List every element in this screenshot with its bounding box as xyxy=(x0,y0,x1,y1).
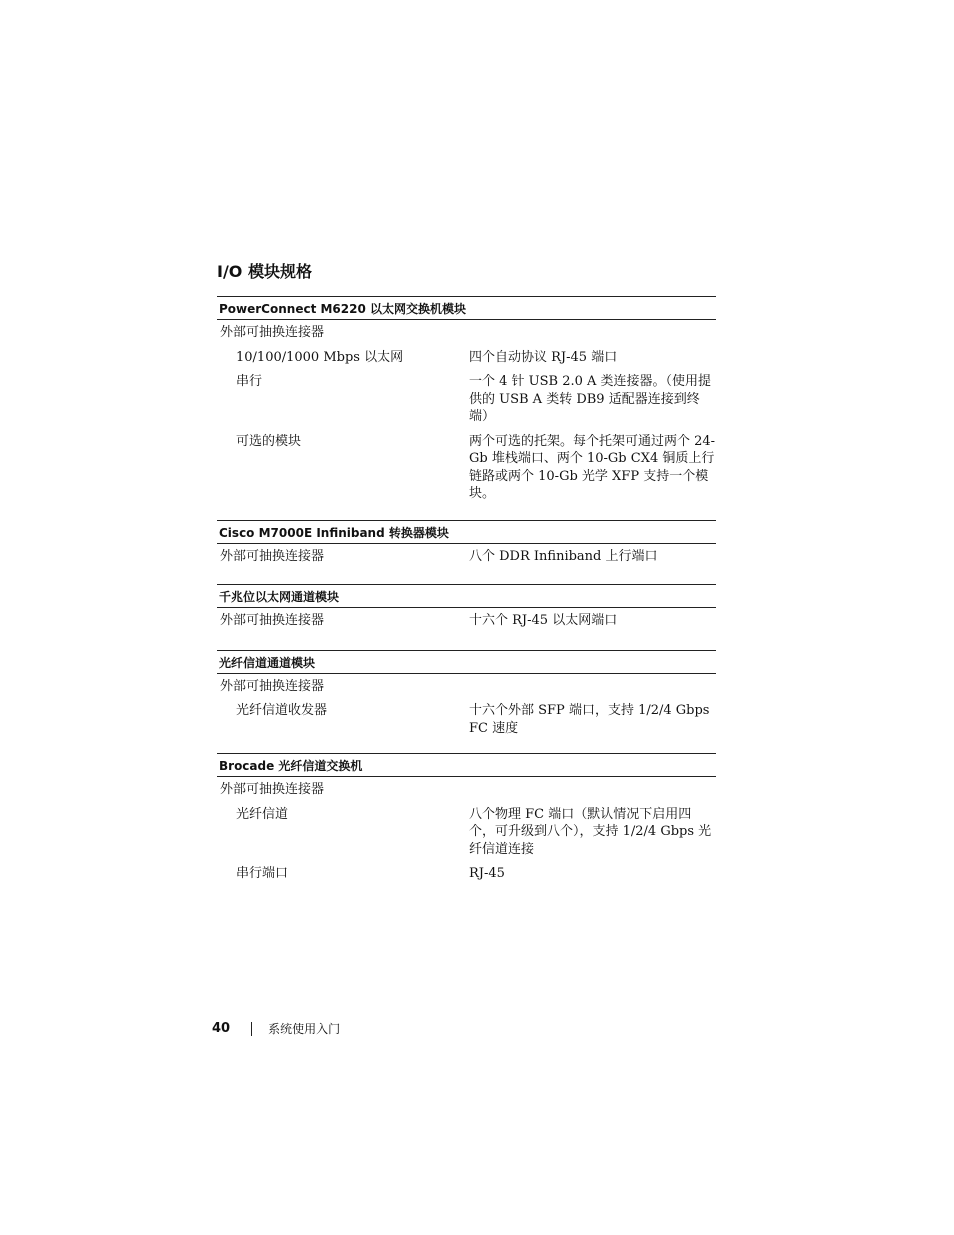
category-label: 外部可抽换连接器 xyxy=(220,782,325,797)
spec-row xyxy=(217,426,716,520)
page-footer xyxy=(212,1020,340,1037)
category-value xyxy=(469,781,716,799)
spec-row xyxy=(217,799,716,859)
footer-section-title: 系统使用入门 xyxy=(268,1022,341,1036)
category-row xyxy=(217,544,716,585)
spec-row xyxy=(217,858,716,883)
category-label: 外部可抽换连接器 xyxy=(220,325,325,340)
spec-table xyxy=(217,296,716,883)
section-cisco xyxy=(217,520,716,585)
section-powerconnect xyxy=(217,296,716,520)
category-row xyxy=(217,674,716,696)
category-label: 外部可抽换连接器 xyxy=(220,678,325,694)
category-value: 十六个 RJ-45 以太网端口 xyxy=(469,613,618,628)
spec-value: RJ-45 xyxy=(469,866,505,881)
section-heading: 千兆位以太网通道模块 xyxy=(217,584,716,608)
section-brocade xyxy=(217,753,716,883)
section-heading: Cisco M7000E Infiniband 转换器模块 xyxy=(217,520,716,544)
category-value xyxy=(469,678,716,696)
spec-label: 串行端口 xyxy=(236,866,289,881)
footer-divider xyxy=(251,1022,252,1036)
spec-label: 光纤信道 xyxy=(236,806,289,822)
page-number: 40 xyxy=(212,1021,231,1036)
category-row xyxy=(217,320,716,342)
category-label: 外部可抽换连接器 xyxy=(220,613,325,628)
spec-row xyxy=(217,342,716,367)
spec-value: 两个可选的托架。每个托架可通过两个 24-Gb 堆栈端口、两个 10-Gb CX4 铜质上行链路或两个 10-Gb 光学 XFP 支持一个模块。 xyxy=(469,433,716,501)
category-value xyxy=(469,324,716,342)
section-heading: Brocade 光纤信道交换机 xyxy=(217,753,716,777)
spec-value: 八个物理 FC 端口（默认情况下启用四个，可升级到八个），支持 1/2/4 Gbps 光纤信道连接 xyxy=(469,806,712,857)
section-heading: 光纤信道通道模块 xyxy=(217,650,716,674)
category-value: 八个 DDR Infiniband 上行端口 xyxy=(469,548,658,564)
category-label: 外部可抽换连接器 xyxy=(220,548,325,564)
spec-label: 可选的模块 xyxy=(236,433,302,449)
spec-row xyxy=(217,695,716,753)
section-fc-passthrough xyxy=(217,650,716,754)
page-title: I/O 模块规格 xyxy=(217,262,312,281)
spec-label: 10/100/1000 Mbps 以太网 xyxy=(236,349,404,365)
spec-value: 一个 4 针 USB 2.0 A 类连接器。（使用提供的 USB A 类转 DB9 适配器连接到终端） xyxy=(469,374,712,424)
category-row xyxy=(217,608,716,650)
section-gigabit-passthrough xyxy=(217,584,716,650)
category-row xyxy=(217,777,716,799)
spec-value: 四个自动协议 RJ-45 端口 xyxy=(469,349,618,365)
section-heading: PowerConnect M6220 以太网交换机模块 xyxy=(217,296,716,320)
spec-label: 串行 xyxy=(236,374,263,389)
spec-value: 十六个外部 SFP 端口，支持 1/2/4 Gbps FC 速度 xyxy=(469,703,710,736)
spec-label: 光纤信道收发器 xyxy=(236,703,328,718)
spec-row xyxy=(217,366,716,426)
